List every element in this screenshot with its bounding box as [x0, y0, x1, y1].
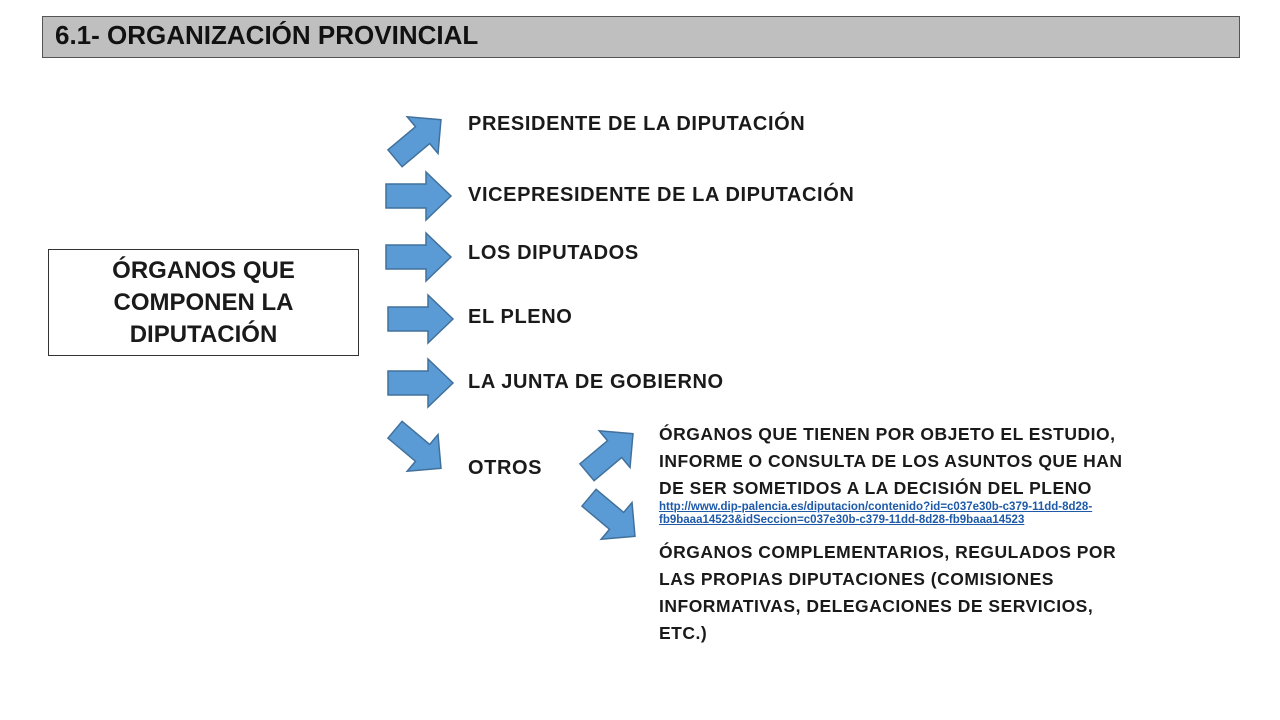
arrow-right-icon [386, 293, 456, 345]
main-box-label: ÓRGANOS QUE COMPONEN LA DIPUTACIÓN [112, 256, 295, 348]
item-pleno: EL PLENO [468, 306, 573, 328]
item-presidente: PRESIDENTE DE LA DIPUTACIÓN [468, 113, 806, 135]
source-link[interactable]: http://www.dip-palencia.es/diputacion/contenido?id=c037e30b-c379-11dd-8d28- fb9baaa14523&idSeccion=c037e30b-c379-11dd-8d28-fb9baaa14523 [659, 501, 1093, 526]
main-box [48, 249, 359, 356]
arrow-up-right-icon [378, 104, 458, 174]
arrow-right-icon [384, 231, 454, 283]
arrow-right-icon [386, 357, 456, 409]
title-bar [42, 16, 1240, 58]
arrow-down-right-icon [572, 482, 652, 552]
item-otros: OTROS [468, 457, 543, 479]
item-junta-gobierno: LA JUNTA DE GOBIERNO [468, 371, 724, 393]
item-vicepresidente: VICEPRESIDENTE DE LA DIPUTACIÓN [468, 184, 855, 206]
item-diputados: LOS DIPUTADOS [468, 242, 639, 264]
otros-sub-item-estudio: ÓRGANOS QUE TIENEN POR OBJETO EL ESTUDIO, INFORME O CONSULTA DE LOS ASUNTOS QUE HAN DE SER SOMETIDOS A LA DECISIÓN DEL PLENO [659, 424, 1123, 498]
arrow-down-right-icon [378, 414, 458, 484]
otros-sub-item-complementarios: ÓRGANOS COMPLEMENTARIOS, REGULADOS POR LAS PROPIAS DIPUTACIONES (COMISIONES INFORMATIVAS, DELEGACIONES DE SERVICIOS, ETC.) [659, 542, 1117, 643]
page-title: 6.1- ORGANIZACIÓN PROVINCIAL [55, 20, 479, 50]
arrow-right-icon [384, 170, 454, 222]
arrow-up-right-icon [570, 418, 650, 488]
